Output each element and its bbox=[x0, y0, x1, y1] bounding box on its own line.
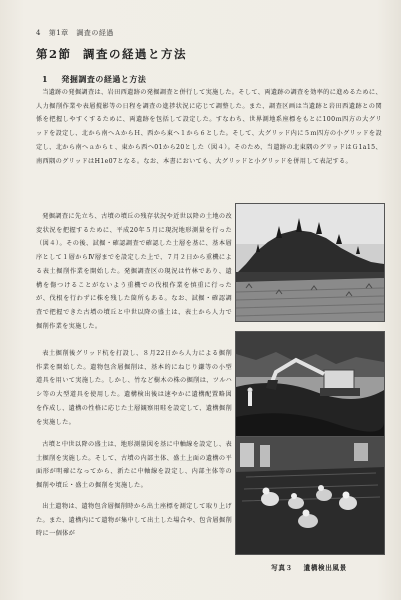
section-title: 調査の経過と方法 bbox=[83, 47, 188, 61]
section-number: 第2節 bbox=[36, 47, 72, 61]
photo-feature-detection bbox=[235, 436, 385, 555]
photo-caption-3 bbox=[235, 562, 383, 572]
paragraph-3: 表土掘削後グリッド杭を打設し、８月22日から人力による掘削作業を開始した。遺物包含層掘削は、基本的にねじり鎌等の小型道具を用いて実施した。しかし、竹など樹木の株の掘削は、ツルハシ等の大型道具を使用した。遺構検出後は速やかに遺構配置略図を作成し、遺構の性格に応じた土層観察用畦を設定して、遺構掘削を実施した。 bbox=[36, 350, 232, 426]
photo-caption-text-3: 遺構検出風景 bbox=[303, 564, 347, 572]
running-head bbox=[36, 28, 119, 38]
photo-topsoil-removal bbox=[235, 331, 385, 450]
photo-label-3: 写真３ bbox=[271, 564, 293, 572]
paragraph-2: 発掘調査に先立ち、古墳の墳丘の残存状況や近世以降の土地の改変状況を把握するために、平成20年５月に現況地形測量を行った（図４）。その後、試掘・確認調査で確認した土層を基に、基本層序として１層からⅣ層までを設定した上で、７月２日から重機による表土掘削作業を開始した。発掘調査区の現況は竹林であり、遺構を傷つけることがないよう重機での伐根作業を慎重に行ったが、伐根を行わずに株を残した箇所もある。なお、試掘・確認調査で把握できた古墳の墳丘と中世以降の盛土は、表土から人力で掘削作業を実施した。 bbox=[36, 213, 232, 330]
paragraph-4: 古墳と中世以降の盛土は、地形測量図を基に中軸線を設定し、表土掘削を実施した。そして、古墳の内部主体、盛土上面の遺構の平面形が明確になってから、新たに中軸線を設定し、内部主体等の掘削や墳丘・盛土の掘削を実施した。 bbox=[36, 441, 232, 490]
subsection-number: 1 bbox=[42, 74, 49, 84]
chapter-title: 調査の経過 bbox=[76, 29, 114, 37]
page-number: 4 bbox=[36, 29, 41, 37]
subsection-title: 発掘調査の経過と方法 bbox=[61, 74, 147, 84]
chapter-number: 第1章 bbox=[48, 29, 69, 37]
section-heading bbox=[36, 46, 187, 62]
photo-site-before-excavation bbox=[235, 203, 385, 322]
paragraph-1: 当遺跡の発掘調査は、岩田西遺跡の発掘調査と併行して実施した。そして、両遺跡の調査を効率的に進めるために、人力掘削作業や表層撹影等の日程を調査の進捗状況に応じて調整した。また、調査区画は当遺跡と岩田西遺跡との関係を把握しやすくするために、両遺跡を包括して設定した。すなわち、世界測地系座標をもとに100ｍ四方の大グリッドを設定し、北から南へＡからＨ、西から東へ１から６とした。そして、大グリッド内に５ｍ四方の小グリッドを設定し、北から南へａからｔ、東から西へ01から20とした（図４）。そのため、当遺跡の北東隅のグリッドはＧ1a15、南西隅のグリッドはH1e07となる。なお、本書においても、大グリッドと小グリッドを併用して表記する。 bbox=[36, 89, 383, 165]
subsection-heading bbox=[42, 74, 146, 85]
paragraph-5: 出土遺物は、遺物包含層掘削時から出土座標を測定して取り上げた。また、遺構内にて遺物が集中して出土した場合や、包含層掘削時に一個体が bbox=[36, 503, 232, 538]
